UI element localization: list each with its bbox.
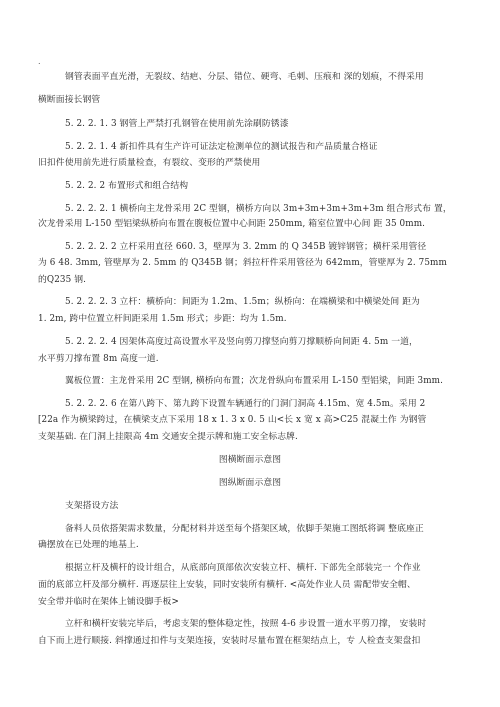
text-line: 面的底部立杆及部分横杆. 再逐层往上安装，同时安装所有横杆. <高处作业人员 需配带安全帽、	[38, 580, 416, 590]
text-line: 5. 2. 2. 2. 1 横桥向主龙骨采用 2C 型钢，横桥方向以 3m+3m+3m+3m+3m 组合形式布 置，	[65, 204, 452, 214]
text-line: 钢管表面平直光滑，无裂纹、结疤、分层、错位、硬弯、毛刺、压痕和 深的划痕，不得采用	[65, 72, 424, 82]
text-line: 自下而上进行顺接. 斜撑通过扣件与支架连接，安装时尽量布置在框架结点上，专 人检查支架盘扣	[38, 636, 421, 646]
section-heading: 支架搭设方法	[65, 501, 119, 511]
text-line: 1. 2m, 跨中位置立杆间距采用 1.5m 形式；步距：均为 1.5m.	[38, 314, 287, 324]
text-line: 支架基础. 在门洞上挂限高 4m 交通安全提示牌和施工安全标志牌.	[38, 432, 298, 442]
text-line: 安全带并临时在架体上铺设脚手板>	[38, 597, 179, 607]
text-line: 备料人员依搭架需求数量，分配材料并送至每个搭架区域，依脚手架施工图纸将调 整底座正	[65, 524, 424, 534]
text-line: 5. 2. 2. 2. 6 在第八跨下、第九跨下设置车辆通行的门洞门洞高 4.15m、宽 4.5m。采用 2	[65, 399, 426, 409]
page-marker: .	[38, 57, 41, 66]
text-line: 翼板位置：主龙骨采用 2C 型钢, 横桥向布置；次龙骨纵向布置采用 L-150 型铝梁，间距 3mm.	[65, 376, 443, 386]
text-line: [22a 作为横梁跨过，在横梁支点下采用 18 x 1. 3 x 0. 5 山<长 x 宽 x 高>C25 混凝土作 为钢管	[38, 415, 427, 425]
text-line: 次龙骨采用 L-150 型铝梁纵桥向布置在腹板位置中心间距 250mm, 箱室位置中心间 距 35 0mm.	[38, 219, 426, 229]
figure-caption: 图横断面示意图	[218, 455, 282, 465]
text-line: 横断面接长钢管	[38, 95, 101, 105]
section-heading: 5. 2. 2. 2 布置形式和组合结构	[65, 181, 189, 191]
text-line: 旧扣件使用前先进行质量检查，有裂纹、变形的严禁使用	[38, 158, 261, 168]
text-line: 的Q235 钢.	[38, 275, 86, 285]
text-line: 水平剪刀撑布置 8m 高度一道.	[38, 354, 159, 364]
text-line: 5. 2. 2. 1. 4 新扣件具有生产许可证法定检测单位的测试报告和产品质量合格证	[65, 142, 378, 152]
figure-caption: 图纵断面示意图	[218, 478, 282, 488]
text-line: 为 6 48. 3mm, 管壁厚为 2. 5mm 的 Q345B 钢；斜拉杆件采用管径为 642mm，管壁厚为 2. 75mm	[38, 258, 447, 268]
text-line: 立杆和横杆安装完毕后，考虑支架的整体稳定性，按照 4-6 步设置一道水平剪刀撑， 安装时	[65, 619, 427, 629]
text-line: 5. 2. 2. 1. 3 钢管上严禁打孔钢管在使用前先涂刷防锈漆	[65, 119, 289, 129]
text-line: 5. 2. 2. 2. 2 立杆采用直径 660. 3，壁厚为 3. 2mm 的 Q 345B 镀锌钢管；横杆采用管径	[65, 242, 427, 252]
text-line: 5. 2. 2. 2. 3 立杆：横桥向：间距为 1.2m、1.5m；纵桥向：在端横梁和中横梁处间 距为	[65, 297, 420, 307]
text-line: 5. 2. 2. 2. 4 因架体高度过高设置水平及竖向剪刀撑竖向剪刀撑顺桥向间距 4. 5m 一道，	[65, 337, 418, 347]
text-line: 根据立杆及横杆的设计组合，从底部向顶部依次安装立杆、横杆. 下部先全部装完一 个作业	[65, 563, 421, 573]
text-line: 确摆放在已处理的地基上.	[38, 540, 139, 550]
